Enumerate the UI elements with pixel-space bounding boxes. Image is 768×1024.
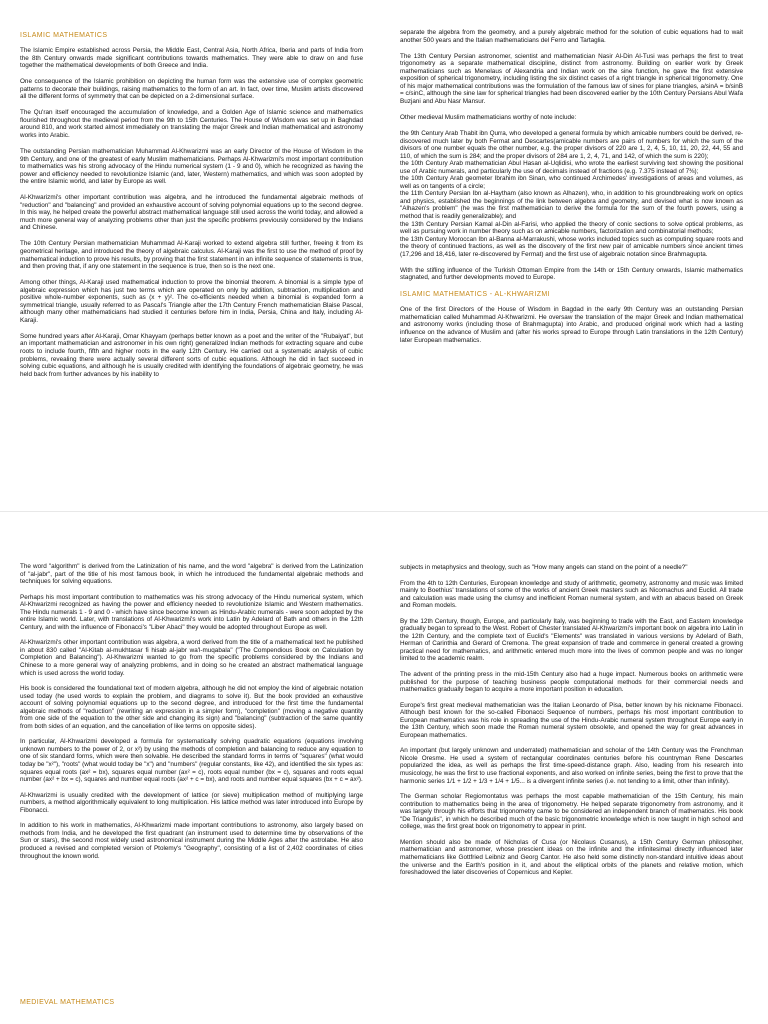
paragraph: The 13th Century Persian astronomer, scientist and mathematician Nasir Al-Din Al-Tusi was perhaps the first to treat trigonometry as a separate mathematical discipline, distinct from astronomy. Building on earlier work by Greek mathematicians such as Menelaus of Alexandria and Indian work on the sine function, he gave the first extensive exposition of spherical trigonometry, including listing the six distinct cases of a right triangle in spherical trigonometry. One of his major mathematical contributions was the formulation of the famous law of sines for plane triangles, a/sinA = b/sinB = c/sinC, although the sine law for spherical triangles had been discovered earlier by the 10th Century Persians Abul Wafa Buzjani and Abu Nasr Mansur.	[400, 52, 743, 105]
list-item: the 9th Century Arab Thabit ibn Qurra, who developed a general formula by which amicable numbers could be derived, re-discovered much later by both Fermat and Descartes(amicable numbers are pairs of numbers for which the sum of the divisors of one number equals the other number, e.g. the proper divisors of 220 are 1, 2, 4, 5, 10, 11, 20, 22, 44, 55 and 110, of which the sum is 284; and the proper divisors of 284 are 1, 2, 4, 71, and 142, of which the sum is 220);	[400, 129, 743, 160]
paragraph: separate the algebra from the geometry, and a purely algebraic method for the solution of cubic equations had to wait another 500 years and the Italian mathematicians del Ferro and Tartaglia.	[400, 29, 743, 44]
paragraph: One of the first Directors of the House of Wisdom in Bagdad in the early 9th Century was an outstanding Persian mathematician called Muhammad Al-Khwarizmi. He oversaw the translation of the major Greek and Indian mathematical and astronomy works (including those of Brahmagupta) into Arabic, and produced original work which had a lasting influence on the advance of Muslim and (after his works spread to Europe through Latin translations in the 12th Century) later European mathematics.	[400, 306, 743, 344]
paragraph: Perhaps his most important contribution to mathematics was his strong advocacy of the Hindu numerical system, which Al-Khwarizmi recognized as having the power and efficiency needed to revolutionize Islamic and Western mathematics. The Hindu numerals 1 - 9 and 0 - which have since become known as Hindu-Arabic numerals - were soon adopted by the entire Islamic world. Later, with translations of Al-Khwarizmi's work into Latin by Adelard of Bath and others in the 12th Century, and with the influence of Fibonacci's "Liber Abaci" they would be adopted throughout Europe as well.	[20, 593, 363, 631]
paragraph: From the 4th to 12th Centuries, European knowledge and study of arithmetic, geometry, astronomy and music was limited mainly to Boethius' translations of some of the works of ancient Greek masters such as Nicomachus and Euclid. All trade and calculation was made using the clumsy and inefficient Roman numeral system, and with an abacus based on Greek and Roman models.	[400, 579, 743, 610]
paragraph: By the 12th Century, though, Europe, and particularly Italy, was beginning to trade with the East, and Eastern knowledge gradually began to spread to the West. Robert of Chester translated Al-Khwarizmi's important book on algebra into Latin in the 12th Century, and the complete text of Euclid's "Elements" was translated in various versions by Adelard of Bath, Herman of Carinthia and Gerard of Cremona. The great expansion of trade and commerce in general created a growing practical need for mathematics, and arithmetic entered much more into the lives of common people and was no longer limited to the academic realm.	[400, 617, 743, 663]
paragraph: With the stifling influence of the Turkish Ottoman Empire from the 14th or 15th Century onwards, Islamic mathematics stagnated, and further developments moved to Europe.	[400, 266, 743, 282]
list-item: the 10th Century Arab geometer Ibrahim ibn Sinan, who continued Archimedes' investigations of areas and volumes, as well as on tangents of a circle;	[400, 175, 743, 190]
paragraph: The Qu'ran itself encouraged the accumulation of knowledge, and a Golden Age of Islamic science and mathematics flourished throughout the medieval period from the 9th to 15th Centuries. The House of Wisdom was set up in Baghdad around 810, and work started almost immediately on translating the major Greek and Indian mathematical and astronomy works into Arabic.	[20, 109, 363, 139]
paragraph: The 10th Century Persian mathematician Muhammad Al-Karaji worked to extend algebra still further, freeing it from its geometrical heritage, and introduced the theory of algebraic calculus. Al-Karaji was the first to use the method of proof by mathematical induction to prove his results, by proving that the first statement in an infinite sequence of statements is true, and then proving that, if any one statement in the sequence is true, then so is the next one.	[20, 240, 363, 271]
paragraph: The outstanding Persian mathematician Muhammad Al-Khwarizmi was an early Director of the House of Wisdom in the 9th Century, and one of the greatest of early Muslim mathematicians. Perhaps Al-Khwarizmi's most important contribution to mathematics was his strong advocacy of the Hindu numerical system (1 - 9 and 0), which he recognized as having the power and efficiency needed to revolutionize Islamic (and, later, Western) mathematics, and which was soon adopted by the entire Islamic world, and later by Europe as well.	[20, 147, 363, 186]
list-item: the 11th Century Persian Ibn al-Haytham (also known as Alhazen), who, in addition to his groundbreaking work on optics and physics, established the beginnings of the link between algebra and geometry, and devised what is now known as "Alhazen's problem" (he was the first mathematician to derive the formula for the sum of the fourth powers, using a method that is readily generalizable); and	[400, 190, 743, 220]
list-item: the 13th Century Moroccan Ibn al-Banna al-Marrakushi, whose works included topics such as computing square roots and the theory of continued fractions, as well as the discovery of the first new pair of amicable numbers since ancient times (17,296 and 18,416, later re-discovered by Fermat) and the first use of algebraic notation since Brahmagupta.	[400, 235, 743, 258]
paragraph: An important (but largely unknown and underrated) mathematician and scholar of the 14th Century was the Frenchman Nicole Oresme. He used a system of rectangular coordinates centuries before his countryman Rene Descartes popularized the idea, as well as perhaps the first time-speed-distance graph. Also, leading from his research into musicology, he was the first to use fractional exponents, and also worked on infinite series, being the first to prove that the harmonic series 1/1 + 1/2 + 1/3 + 1/4 + 1/5... is a divergent infinite series (i.e. not tending to a limit, other than infinity).	[400, 747, 743, 785]
paragraph: Other medieval Muslim mathematicians worthy of note include:	[400, 113, 577, 121]
paragraph: subjects in metaphysics and theology, such as "How many angels can stand on the point of a needle?"	[400, 564, 688, 571]
list-item: the 10th Century Arab mathematician Abul Hasan al-Uqlidisi, who wrote the earliest surviving text showing the positional use of Arabic numerals, and particularly the use of decimals instead of fractions (e.g. 7.375 instead of 7⅜);	[400, 160, 743, 175]
paragraph: The German scholar Regiomontatus was perhaps the most capable mathematician of the 15th Century, his main contribution to mathematics being in the area of trigonometry. He helped separate trigonometry from astronomy, and it was largely through his efforts that trigonometry came to be considered an independent branch of mathematics. His book "De Triangulis", in which he described much of the basic trigonometric knowledge which is now taught in high school and college, was the first great book on trigonometry to appear in print.	[400, 793, 743, 831]
paragraph: In addition to his work in mathematics, Al-Khwarizmi made important contributions to astronomy, also largely based on methods from India, and he developed the first quadrant (an instrument used to determine time by observations of the Sun or stars), the second most widely used astronomical instrument during the Middle Ages after the astrolabe. He also produced a revised and completed version of Ptolemy's "Geography", consisting of a list of 2,402 coordinates of cities throughout the known world.	[20, 822, 363, 860]
paragraph: Al-Khwarizmi's other important contribution was algebra, a word derived from the title of a mathematical text he published in about 830 called "Al-Kitab al-mukhtasar fi hisab al-jabr wa'l-muqabala" ("The Compendious Book on Calculation by Completion and Balancing"). Al-Khwarizmi wanted to go from the specific problems considered by the Indians and Chinese to a more general way of analyzing problems, and in doing so he created an abstract mathematical language which is used across the world today.	[20, 639, 363, 677]
section-heading: ISLAMIC MATHEMATICS - AL-KHWARIZMI	[400, 291, 550, 299]
paragraph: Among other things, Al-Karaji used mathematical induction to prove the binomial theorem. A binomial is a simple type of algebraic expression which has just two terms which are operated on only by addition, subtraction, multiplication and positive whole-number exponents, such as (x + y)². The co-efficients needed when a binomial is expanded form a symmetrical triangle, usually referred to as Pascal's Triangle after the 17th Century French mathematician Blaise Pascal, although many other mathematicians had studied it centuries before him in India, Persia, China and Italy, including Al-Karaji.	[20, 279, 363, 324]
paragraph: Some hundred years after Al-Karaji, Omar Khayyam (perhaps better known as a poet and the writer of the "Rubaiyat", but an important mathematician and astronomer in his own right) generalized Indian methods for extracting square and cube roots to include fourth, fifth and higher roots in the early 12th Century. He carried out a systematic analysis of cubic problems, revealing there were actually several different sorts of cubic equations. Although he did in fact succeed in solving cubic equations, and although he is usually credited with identifying the foundations of algebraic geometry, he was held back from further advances by his inability to	[20, 332, 363, 378]
paragraph: His book is considered the foundational text of modern algebra, although he did not employ the kind of algebraic notation used today (he used words to explain the problem, and diagrams to solve it). But the book provided an exhaustive account of solving polynomial equations up to the second degree, and introduced for the first time the fundamental algebraic methods of "reduction" (rewriting an expression in a simpler form), "completion" (moving a negative quantity from one side of the equation to the other side and changing its sign) and "balancing" (subtraction of the same quantity from both sides of an equation, and the cancellation of like terms on opposite sides).	[20, 685, 363, 730]
paragraph: Mention should also be made of Nicholas of Cusa (or Nicolaus Cusanus), a 15th Century German philosopher, mathematician and astronomer, whose prescient ideas on the infinite and the infinitesimal directly influenced later mathematicians like Gottfried Leibniz and Georg Cantor. He also held some distinctly non-standard intuitive ideas about the universe and the Earth's position in it, and about the elliptical orbits of the planets and relative motion, which foreshadowed the later discoveries of Copernicus and Kepler.	[400, 838, 743, 877]
top-left-column	[20, 31, 363, 509]
page-bottom-half	[0, 512, 768, 1024]
paragraph: Europe's first great medieval mathematician was the Italian Leonardo of Pisa, better known by his nickname Fibonacci. Although best known for the so-called Fibonacci Sequence of numbers, perhaps his most important contribution to European mathematics was his role in spreading the use of the Hindu-Arabic numeral system throughout Europe early in the 13th Century, which soon made the Roman numeral system obsolete, and opened the way for great advances in European mathematics.	[400, 701, 743, 739]
bottom-right-column	[400, 564, 743, 1022]
paragraph: The Islamic Empire established across Persia, the Middle East, Central Asia, North Africa, Iberia and parts of India from the 8th Century onwards made significant contributions towards mathematics. They were able to draw on and fuse together the mathematical developments of both Greece and India.	[20, 47, 363, 70]
paragraph: In particular, Al-Khwarizmi developed a formula for systematically solving quadratic equations (equations involving unknown numbers to the power of 2, or x²) by using the methods of completion and balancing to reduce any equation to one of six standard forms, which were then solvable. He described the standard forms in terms of "squares" (what would today be "x²"), "roots" (what would today be "x") and "numbers" (regular constants, like 42), and identified the six types as: squares equal roots (ax² = bx), squares equal number (ax² = c), roots equal number (bx = c), squares and roots equal number (ax² + bx = c), squares and number equal roots (ax² + c = bx), and roots and number equal squares (bx + c = ax²).	[20, 738, 363, 784]
paragraph: Al-Khwarizmi is usually credited with the development of lattice (or sieve) multiplication method of multiplying large numbers, a method algorithmically equivalent to long multiplication. His lattice method was later introduced into Europe by Fibonacci.	[20, 791, 363, 814]
section-heading: ISLAMIC MATHEMATICS	[20, 32, 108, 39]
bottom-left-column	[20, 563, 363, 1024]
list-item: the 13th Century Persian Kamal al-Din al-Farisi, who applied the theory of conic sections to solve optical problems, as well as pursuing work in number theory such as on amicable numbers, factorization and combinatorial methods;	[400, 220, 743, 236]
top-right-column	[400, 29, 743, 509]
paragraph: Al-Khwarizmi's other important contribution was algebra, and he introduced the fundamental algebraic methods of "reduction" and "balancing" and provided an exhaustive account of solving polynomial equations up to the second degree. In this way, he helped create the powerful abstract mathematical language still used across the world today, and allowed a much more general way of analyzing problems other than just the specific problems previously considered by the Indians and Chinese.	[20, 194, 363, 232]
paragraph: One consequence of the Islamic prohibition on depicting the human form was the extensive use of complex geometric patterns to decorate their buildings, raising mathematics to the form of an art. In fact, over time, Muslim artists discovered all the different forms of symmetry that can be depicted on a 2-dimensional surface.	[20, 78, 363, 101]
section-heading: MEDIEVAL MATHEMATICS	[20, 999, 115, 1006]
paragraph: The advent of the printing press in the mid-15th Century also had a huge impact. Numerous books on arithmetic were published for the purpose of teaching business people computational methods for their commercial needs and mathematics gradually began to acquire a more important position in education.	[400, 671, 743, 694]
paragraph: The word "algorithm" is derived from the Latinization of his name, and the word "algebra" is derived from the Latinization of "al-jabr", part of the title of his most famous book, in which he introduced the fundamental algebraic methods and techniques for solving equations.	[20, 563, 363, 586]
